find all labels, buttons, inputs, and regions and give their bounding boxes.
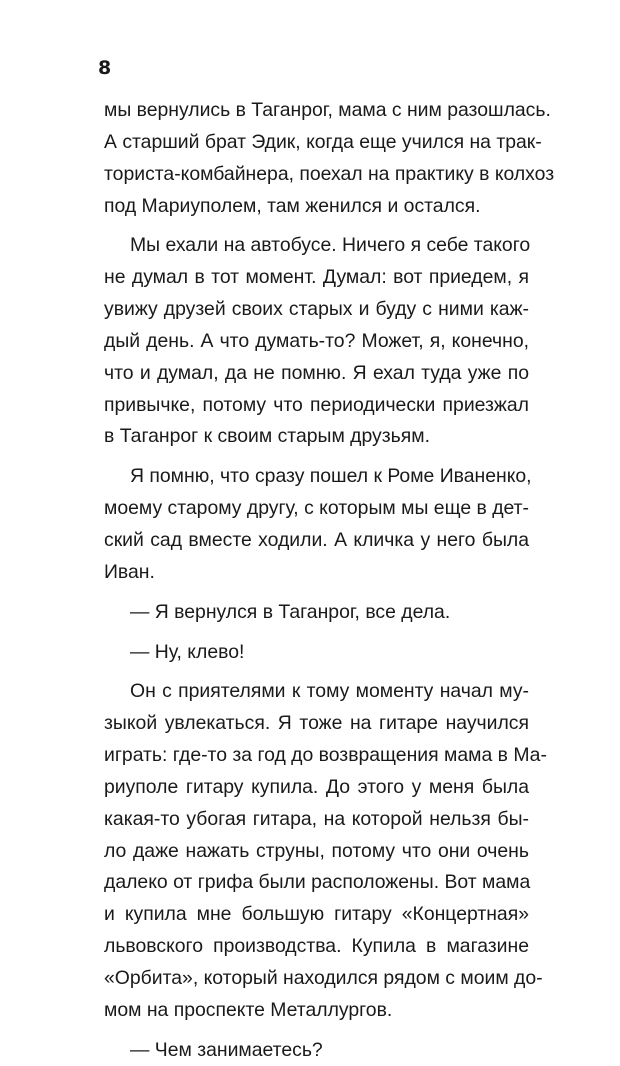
text-line: Иван. — [104, 560, 155, 583]
paragraph — [104, 461, 532, 588]
paragraph-gap — [104, 1027, 529, 1035]
body-text — [104, 95, 555, 1066]
paragraph — [104, 597, 529, 629]
text-line: львовского производства. Купила в магазине — [104, 935, 529, 958]
paragraph-gap — [104, 453, 529, 461]
paragraph — [104, 1035, 529, 1066]
paragraph — [104, 676, 547, 1026]
text-line: Он с приятелями к тому моменту начал му- — [130, 680, 529, 703]
paragraph-gap — [104, 629, 529, 637]
text-line: что и думал, да не помню. Я ехал туда уже по — [104, 361, 529, 384]
text-line: «Орбита», который находился рядом с моим до- — [104, 966, 543, 989]
text-line: ториста-комбайнера, поехал на практику в колхоз — [104, 162, 555, 185]
text-line: А старший брат Эдик, когда еще учился на трак- — [104, 130, 542, 153]
text-line: Я помню, что сразу пошел к Роме Иваненко, — [130, 465, 532, 488]
text-line: в Таганрог к своим старым друзьям. — [104, 425, 430, 448]
text-line: ский сад вместе ходили. А кличка у него была — [104, 528, 529, 551]
paragraph-gap — [104, 222, 529, 230]
text-line: играть: где-то за год до возвращения мама в Ма- — [104, 744, 547, 767]
text-line: дый день. А что думать-то? Может, я, конечно, — [104, 329, 529, 352]
paragraph — [104, 637, 529, 669]
paragraph-gap — [104, 589, 529, 597]
text-line: — Я вернулся в Таганрог, все дела. — [130, 600, 451, 623]
text-line: мом на проспекте Металлургов. — [104, 998, 393, 1021]
paragraph — [104, 95, 555, 222]
text-line: мы вернулись в Таганрог, мама с ним разошлась. — [104, 99, 551, 121]
text-line: не думал в тот момент. Думал: вот приедем, я — [104, 266, 529, 289]
text-line: привычке, потому что периодически приезжал — [104, 393, 529, 416]
text-line: под Мариуполем, там женился и остался. — [104, 194, 481, 217]
text-line: далеко от грифа были расположены. Вот мама — [104, 871, 531, 894]
text-line: зыкой увлекаться. Я тоже на гитаре научился — [104, 712, 529, 735]
paragraph-gap — [104, 668, 529, 676]
paragraph — [104, 230, 529, 453]
text-line: Мы ехали на автобусе. Ничего я себе такого — [130, 234, 531, 257]
text-line: риуполе гитару купила. До этого у меня была — [104, 775, 529, 798]
text-line: моему старому другу, с которым мы еще в дет- — [104, 497, 529, 520]
text-line: — Ну, клево! — [130, 640, 245, 663]
text-line: ло даже нажать струны, потому что они очень — [104, 839, 529, 862]
text-line: увижу друзей своих старых и буду с ними каж- — [104, 298, 529, 321]
text-line: и купила мне большую гитару «Концертная» — [104, 903, 529, 926]
text-line: какая-то убогая гитара, на которой нельзя бы- — [104, 807, 529, 830]
page-number: 8 — [98, 57, 112, 79]
text-line: — Чем занимаетесь? — [130, 1038, 323, 1061]
